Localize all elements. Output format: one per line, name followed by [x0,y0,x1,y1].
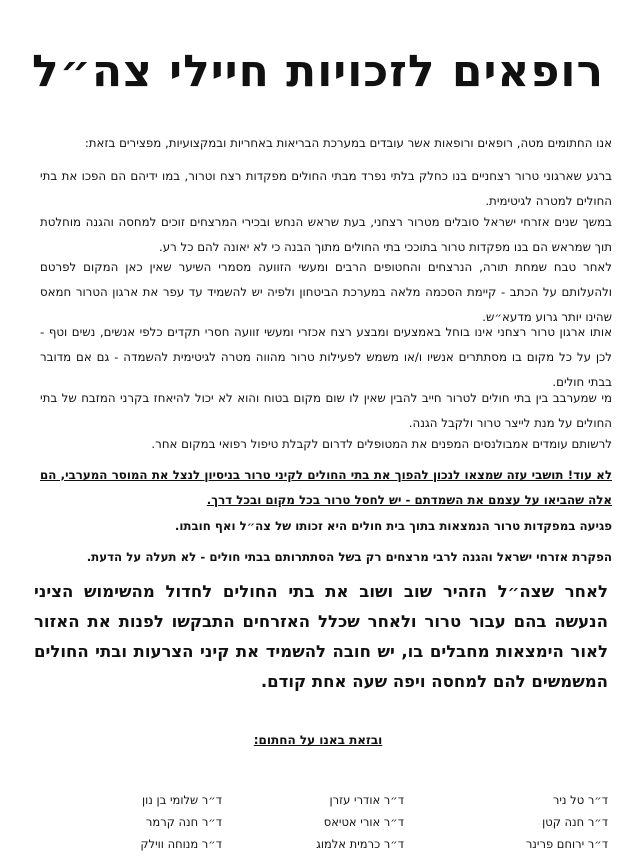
paragraph-3: לאחר טבח שמחת תורה, הנרצחים והחטופים הרבים ומעשי הזוועה מסמרי השיער שאין כאן המקום לפרטם ולהעלותם על הכתב - קיימת הסכמה מלאה במערכת הביטחון ולפיה יש להשמיד עד עפר את ארגון הטרור חמאס שהינו יותר גרוע מדעא״ש. [40,260,612,324]
paragraph-intro: אנו החתומים מטה, רופאים ורופאות אשר עובדים במערכת הבריאות באחריות ובמקצועיות, מפצירים בזאת: [84,136,612,150]
paragraph-1: ברגע שארגוני טרור רצחניים בנו כחלק בלתי נפרד מבתי החולים מפקדות רצח וטרור, במו ידיהם הם הפכו את בתי החולים למטרה לגיטימית. [40,169,612,208]
paragraph-2: במשך שנים אזרחי ישראל סובלים מטרור רצחני, בעת שראש הנחש ובכירי המרצחים זוכים למחסה והגנה מוחלטת תוך שמראש הם בנו מפקדות טרור בתוככי בתי החולים מתוך הבנה כי לא יאונה להם כל רע. [40,215,612,254]
paragraph-9: הפקרת אזרחי ישראל והגנה לרבי מרצחים רק בשל הסתתרותם בבתי חולים - לא תעלה על הדעת. [86,550,612,564]
signature-name: ד״ר חנה קרמר [145,815,222,829]
paragraph-6: לרשותם עומדים אמבולנסים המפנים את המטופלים לדרום לקבלת טיפול רפואי במקום אחר. [151,437,612,451]
paragraph-7-underlined: לא עוד! תושבי עזה שמצאו לנכון להפוך את בתי החולים לקיני טרור בניסיון לנצל את המוסר המערבי, הם אלה שהביאו על עצמם את השמדתם - יש לחסל טרור בכל מקום ובכל דרך. [40,468,612,507]
signature-name: ד״ר אורי אטיאס [323,815,404,829]
signatures-heading: ובזאת באנו על החתום: [253,733,383,747]
paragraph-5: מי שמערבב בין בתי חולים לטרור חייב להבין שאין לו שום מקום בטוח והוא לא יכול להיאחז בקרני המזבח של בתי החולים על מנת לייצר טרור ולקבל הגנה. [40,391,612,430]
paragraph-8: פגיעה במפקדות טרור הנמצאות בתוך בית חולים היא זכותו של צה״ל ואף חובתו. [174,519,612,533]
document-title: רופאים לזכויות חיילי צה״ל [31,46,604,97]
paragraph-10-large: לאחר שצה״ל הזהיר שוב ושוב את בתי החולים לחדול מהשימוש הציני הנעשה בהם עבור טרור ולאחר שכלל האזרחים התבקשו לפנות את האזור לאור הימצאות מחבלים בו, יש חובה להשמיד את קיני הצרעות ובתי החולים המשמשים להם למחסה ויפה שעה אחת קודם. [34,582,608,691]
signature-name: ד״ר שלומי בן נון [141,793,222,807]
signature-name: ד״ר טל ניר [552,793,608,807]
signature-name: ד״ר כרמית אלמוג [316,837,404,851]
signature-name: ד״ר מנוחה ווילק [140,837,222,851]
signature-name: ד״ר ירוחם פרינר [525,837,608,851]
signature-name: ד״ר חנה קטן [542,815,608,829]
signature-name: ד״ר אודרי עזרן [329,793,404,807]
paragraph-4: אותו ארגון טרור רצחני אינו בוחל באמצעים ומבצע רצח אכזרי ומעשי זוועה חסרי תקדים כלפי אנשים, נשים וטף - לכן על כל מקום בו מסתתרים אנשיו ו/או משמש לפעילות טרור מהווה מטרה לגיטימית להשמדה - גם אם מדובר בבתי חולים. [40,325,612,389]
